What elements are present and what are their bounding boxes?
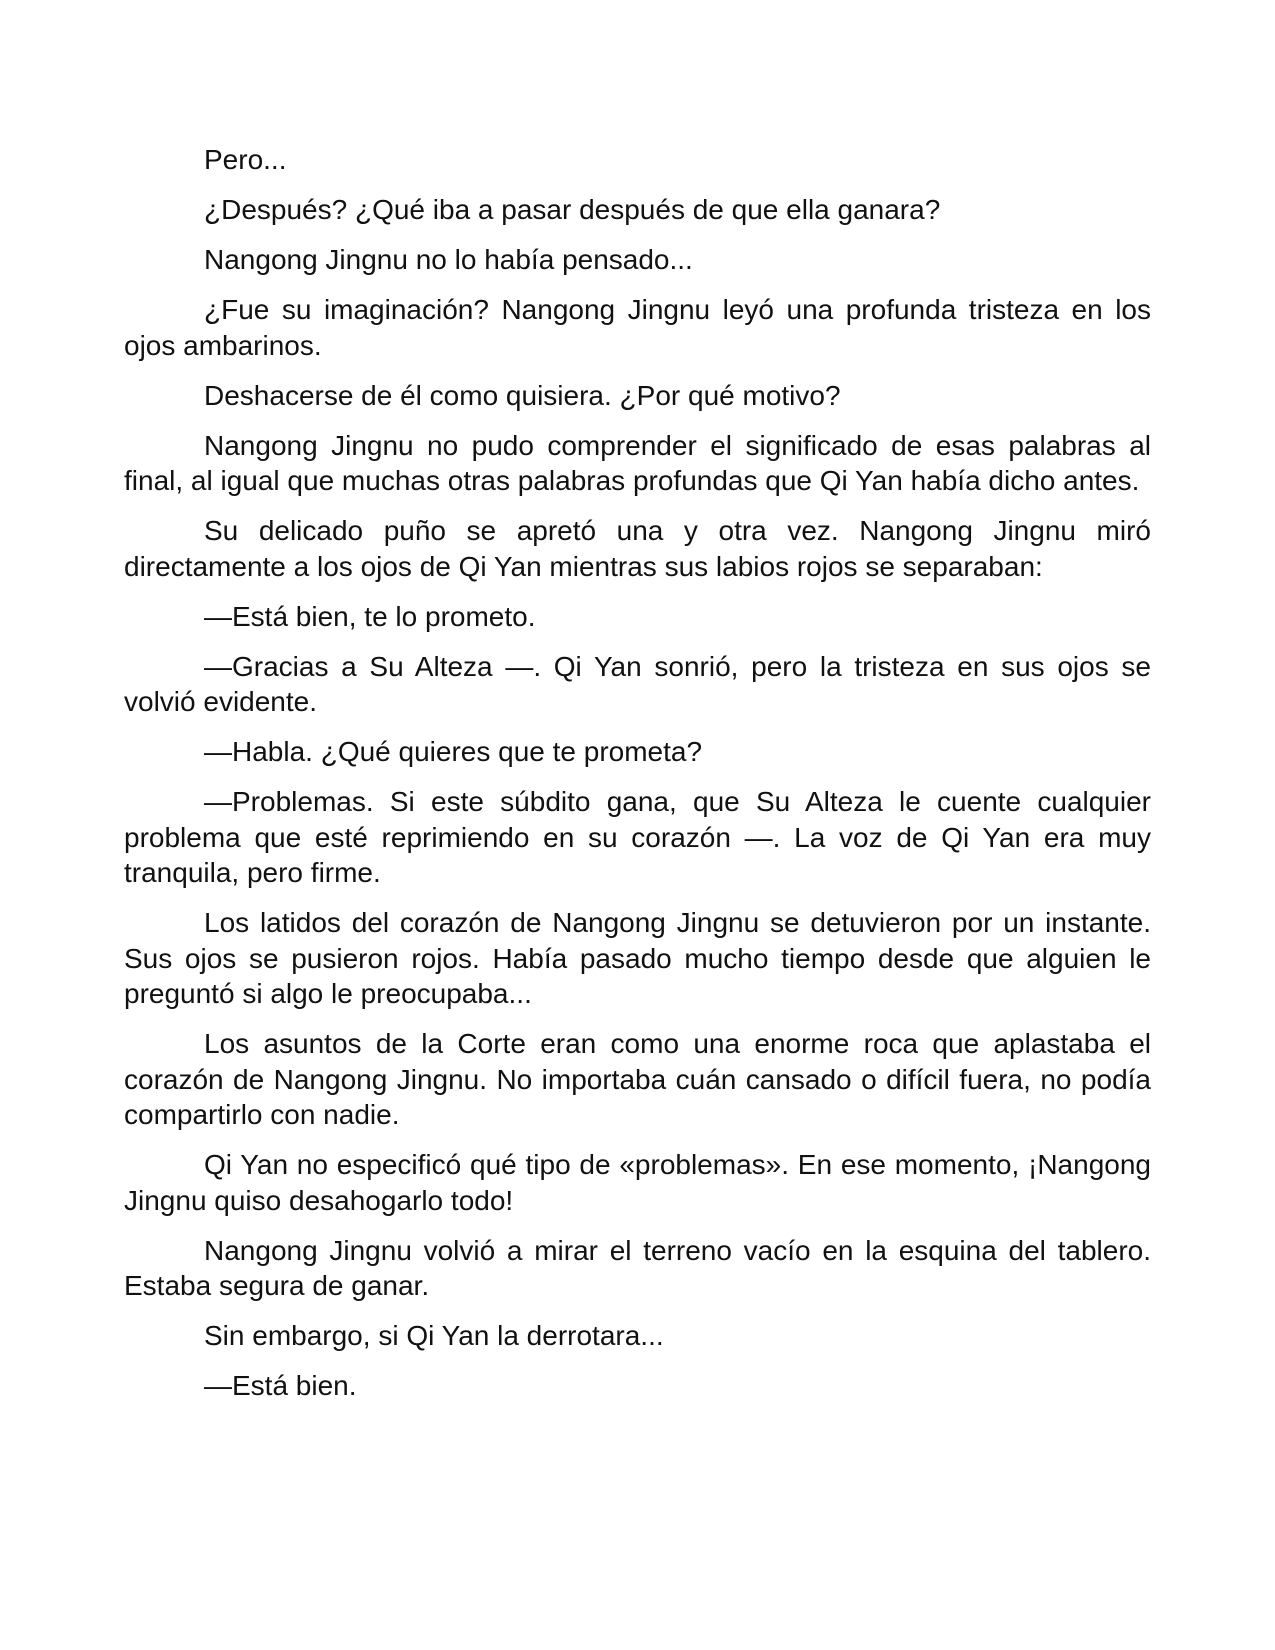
paragraph: Nangong Jingnu volvió a mirar el terreno vacío en la esquina del tablero. Estaba segura de ganar. xyxy=(124,1234,1151,1301)
paragraph: Sin embargo, si Qi Yan la derrotara... xyxy=(204,1320,664,1351)
paragraph: —Problemas. Si este súbdito gana, que Su Alteza le cuente cualquier problema que esté reprimiendo en su corazón —. La voz de Qi Yan era muy tranquila, pero firme. xyxy=(124,786,1151,888)
paragraph: —Habla. ¿Qué quieres que te prometa? xyxy=(204,736,703,767)
paragraph: Su delicado puño se apretó una y otra vez. Nangong Jingnu miró directamente a los ojos de Qi Yan mientras sus labios rojos se separaban: xyxy=(124,515,1151,582)
paragraph: —Está bien, te lo prometo. xyxy=(204,600,536,632)
document-body xyxy=(124,142,1151,1404)
paragraph: Pero... xyxy=(204,144,287,175)
paragraph: Los asuntos de la Corte eran como una enorme roca que aplastaba el corazón de Nangong Jingnu. No importaba cuán cansado o difícil fuera, no podía compartirlo con nadie. xyxy=(124,1028,1151,1130)
paragraph: Nangong Jingnu no lo había pensado... xyxy=(204,244,693,275)
paragraph: Nangong Jingnu no pudo comprender el significado de esas palabras al final, al igual que muchas otras palabras profundas que Qi Yan había dicho antes. xyxy=(124,429,1151,496)
paragraph: —Está bien. xyxy=(204,1370,357,1401)
paragraph: Los latidos del corazón de Nangong Jingnu se detuvieron por un instante. Sus ojos se pusieron rojos. Había pasado mucho tiempo desde que alguien le preguntó si algo le preocupaba... xyxy=(124,907,1151,1009)
paragraph: ¿Fue su imaginación? Nangong Jingnu leyó una profunda tristeza en los ojos ambarinos. xyxy=(124,294,1151,361)
paragraph: ¿Después? ¿Qué iba a pasar después de que ella ganara? xyxy=(204,194,941,225)
paragraph: Deshacerse de él como quisiera. ¿Por qué motivo? xyxy=(204,379,841,411)
paragraph: —Gracias a Su Alteza —. Qi Yan sonrió, pero la tristeza en sus ojos se volvió evidente. xyxy=(124,650,1151,717)
paragraph: Qi Yan no especificó qué tipo de «problemas». En ese momento, ¡Nangong Jingnu quiso desahogarlo todo! xyxy=(124,1149,1151,1216)
